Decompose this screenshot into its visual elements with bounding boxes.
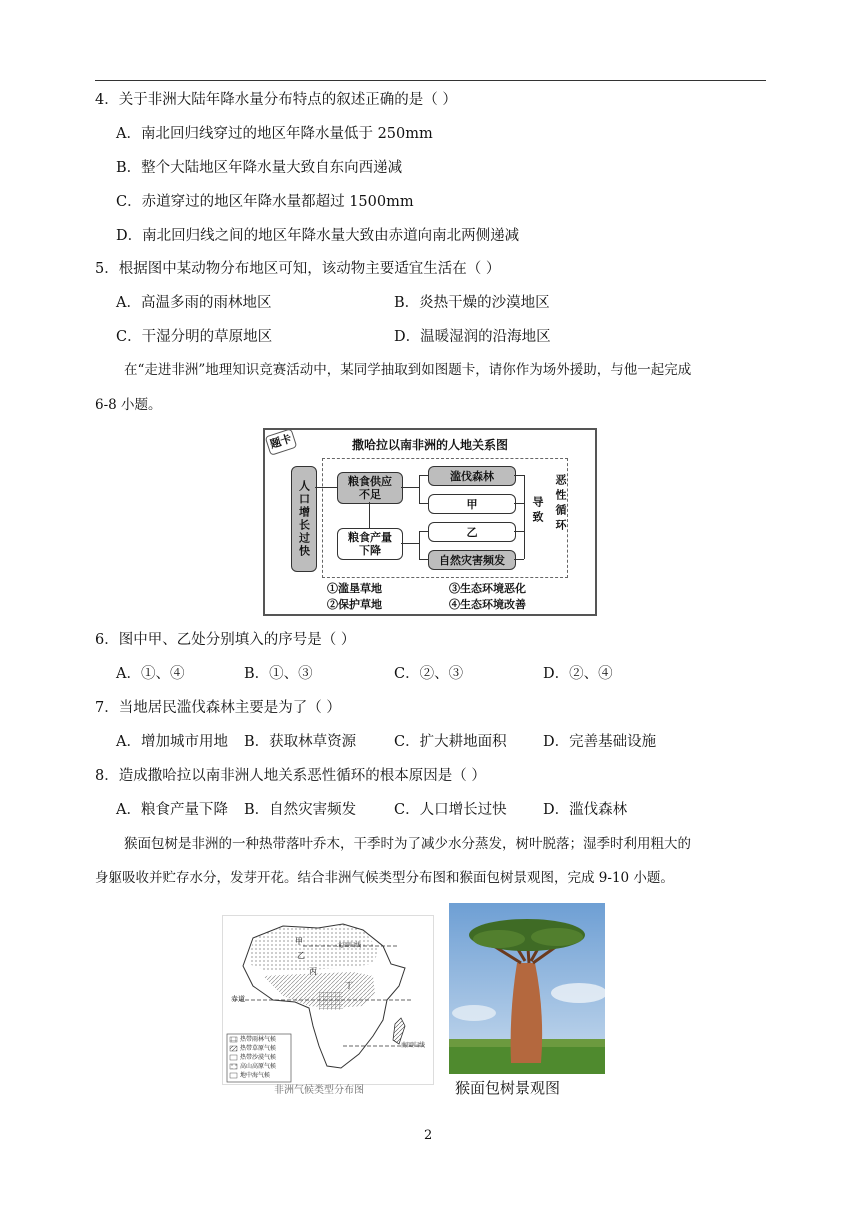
baobab-tree-graphic (449, 903, 605, 1074)
q6-stem: 6．图中甲、乙处分别填入的序号是（ ） (95, 632, 356, 648)
connector-output-v (419, 531, 420, 559)
connector-h (419, 559, 428, 560)
map-legend-4: 高山高原气候 (240, 1063, 277, 1070)
connector-a (419, 475, 428, 476)
baobab-photo (449, 903, 605, 1074)
intro2-line2: 身躯吸收并贮存水分，发芽开花。结合非洲气候类型分布图和猴面包树景观图，完成 9-10 小题。 (95, 870, 674, 886)
population-box: 人口增长过快 (291, 466, 317, 572)
q8-option-a: A．粮食产量下降 (116, 802, 228, 818)
q8-option-b: B．自然灾害频发 (244, 802, 357, 818)
map-legend-5: 地中海气候 (240, 1072, 271, 1079)
south-tropic-label: 南回归线 (401, 1042, 426, 1049)
map-legend-3: 热带沙漠气候 (240, 1054, 277, 1061)
connector-f (514, 559, 524, 560)
q4-stem: 4．关于非洲大陆年降水量分布特点的叙述正确的是（ ） (95, 92, 457, 108)
intro2-line1: 猴面包树是非洲的一种热带落叶乔木，干季时为了减少水分蒸发，树叶脱落；湿季时利用粗大的 (124, 836, 691, 852)
vicious-cycle-label: 恶性循环 (554, 474, 567, 534)
map-legend-1: 热带雨林气候 (240, 1036, 277, 1043)
connector-b (419, 503, 428, 504)
card-tag: 题卡 (265, 428, 298, 456)
q7-option-a: A．增加城市用地 (116, 734, 228, 750)
page-number: 2 (424, 1128, 433, 1143)
map-label-yi: 乙 (297, 951, 305, 960)
africa-climate-map (222, 915, 434, 1085)
intro1-line1: 在“走进非洲”地理知识竞赛活动中，某同学抽取到如图题卡，请你作为场外援助，与他一起完成 (124, 362, 692, 378)
q4-option-d: D．南北回归线之间的地区年降水量大致由赤道向南北两侧递减 (116, 228, 520, 244)
q4-option-a: A．南北回归线穿过的地区年降水量低于 250mm (116, 126, 433, 142)
q8-option-c: C．人口增长过快 (394, 802, 507, 818)
disaster-box: 自然灾害频发 (428, 550, 516, 570)
q8-option-d: D．滥伐森林 (543, 802, 628, 818)
q7-option-b: B．获取林草资源 (244, 734, 357, 750)
q7-option-d: D．完善基础设施 (543, 734, 657, 750)
map-caption: 非洲气候类型分布图 (274, 1085, 364, 1096)
header-rule (95, 80, 766, 81)
jia-box: 甲 (428, 494, 516, 514)
map-label-bing: 丙 (309, 967, 317, 976)
diagram-title: 撒哈拉以南非洲的人地关系图 (351, 438, 508, 452)
q7-option-c: C．扩大耕地面积 (394, 734, 507, 750)
q5-option-c: C．干湿分明的草原地区 (116, 329, 273, 345)
q6-option-d: D．②、④ (543, 666, 613, 682)
photo-caption: 猴面包树景观图 (455, 1079, 561, 1097)
legend-1: ①滥垦草地 (327, 582, 382, 595)
question-card-diagram (263, 428, 597, 616)
legend-3: ③生态环境恶化 (449, 582, 526, 595)
arrow-pop-supply (315, 487, 337, 488)
map-label-ding: 丁 (345, 981, 353, 990)
connector-supply-v (419, 475, 420, 503)
deforest-box: 滥伐森林 (428, 466, 516, 486)
q8-stem: 8．造成撒哈拉以南非洲人地关系恶性循环的根本原因是（ ） (95, 768, 486, 784)
lead-label: 导致 (531, 496, 544, 526)
north-tropic-label: 北回归线 (337, 942, 362, 949)
q6-option-b: B．①、③ (244, 666, 313, 682)
q5-option-a: A．高温多雨的雨林地区 (116, 295, 272, 311)
q5-stem: 5．根据图中某动物分布地区可知，该动物主要适宜生活在（ ） (95, 261, 501, 277)
q4-option-c: C．赤道穿过的地区年降水量都超过 1500mm (116, 194, 414, 210)
arrow-output-supply (369, 502, 370, 528)
connector-c (514, 475, 524, 476)
q5-option-b: B．炎热干燥的沙漠地区 (394, 295, 550, 311)
q4-option-b: B．整个大陆地区年降水量大致自东向西递减 (116, 160, 403, 176)
intro1-line2: 6-8 小题。 (95, 397, 162, 413)
connector-g (419, 531, 428, 532)
q6-option-a: A．①、④ (116, 666, 185, 682)
legend-2: ②保护草地 (327, 598, 382, 611)
equator-label: 赤道 (231, 995, 245, 1003)
connector-right-v (524, 475, 525, 559)
food-output-box: 粮食产量 下降 (337, 528, 403, 560)
food-supply-box: 粮食供应 不足 (337, 472, 403, 504)
q5-option-d: D．温暖湿润的沿海地区 (394, 329, 551, 345)
map-label-jia: 甲 (295, 937, 303, 946)
map-legend-2: 热带草原气候 (240, 1045, 277, 1052)
q6-option-c: C．②、③ (394, 666, 464, 682)
connector-supply (401, 487, 419, 488)
connector-output (401, 543, 419, 544)
connector-d (514, 503, 524, 504)
connector-e (514, 531, 524, 532)
yi-box: 乙 (428, 522, 516, 542)
map-legend (240, 1035, 276, 1080)
legend-4: ④生态环境改善 (449, 598, 526, 611)
q7-stem: 7．当地居民滥伐森林主要是为了（ ） (95, 700, 341, 716)
